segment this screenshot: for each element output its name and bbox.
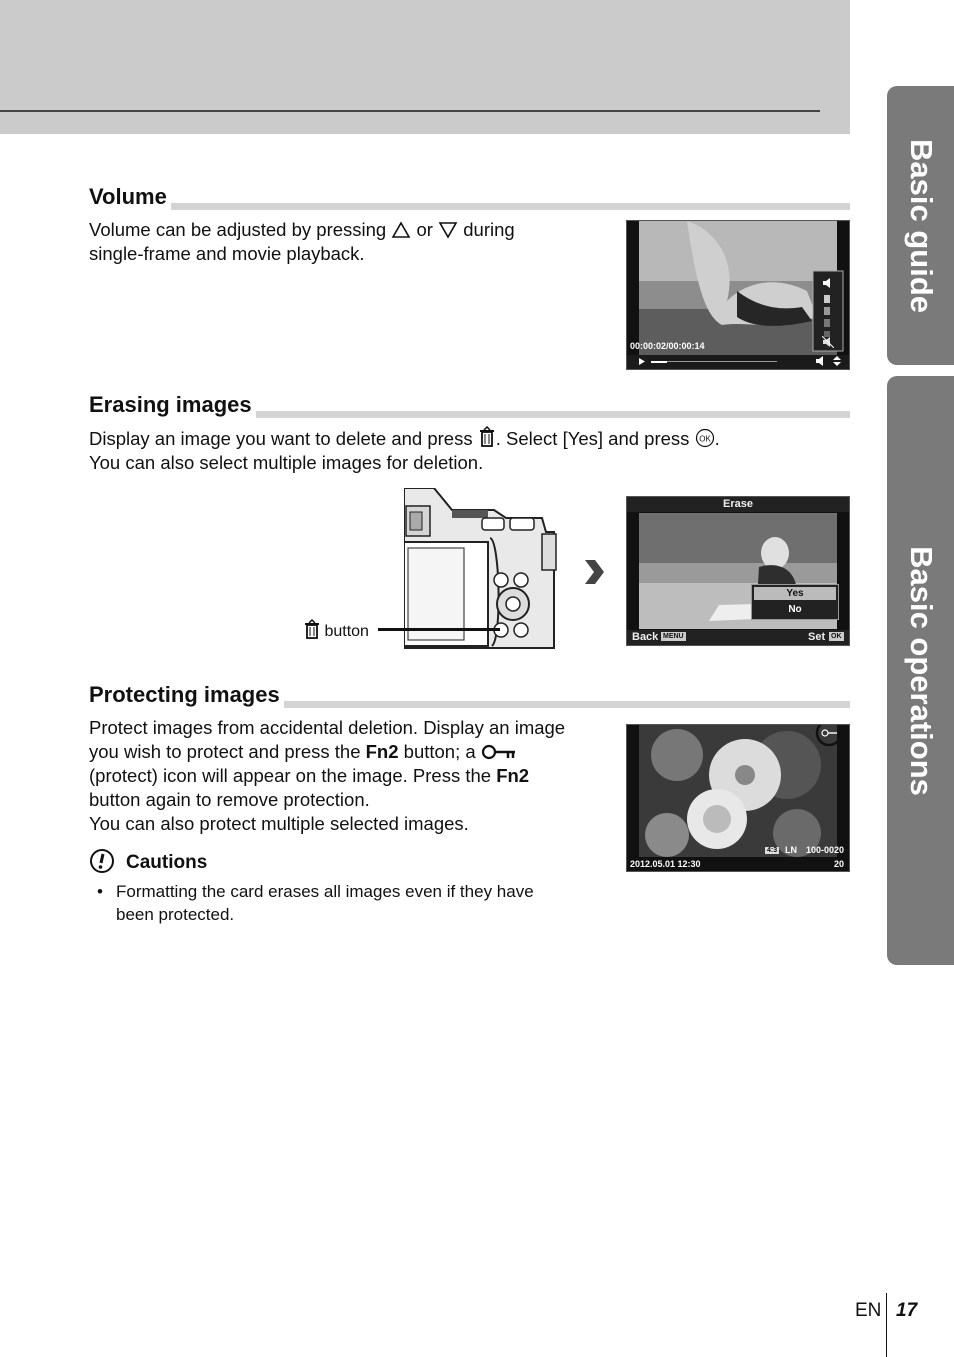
aspect-ratio-badge: 4:3 [767,847,778,854]
callout-line [378,628,500,631]
text-run: Display an image you want to delete and press [89,428,473,449]
volume-playback-screen [626,220,850,370]
text-run: (protect) icon will appear on the image. Press the [89,765,492,786]
text-run: you wish to protect and press the [89,741,361,762]
side-tab-basic-guide[interactable] [887,86,954,365]
volume-control-icon [815,354,845,368]
caution-item [116,880,596,926]
language-code: EN [855,1300,882,1321]
caution-icon [89,848,115,874]
recording-datetime: 2012.05.01 12:30 [630,859,701,869]
protect-indicator-icon [815,724,843,747]
cautions-heading: Cautions [126,852,208,873]
protect-playback-screen [626,724,850,872]
side-tab-basic-operations[interactable] [887,376,954,965]
erase-title: Erase [627,497,849,512]
back-label: Back [632,631,659,643]
fn2-label: Fn2 [365,741,399,762]
volume-text [89,218,589,266]
side-tab-label: Basic operations [903,545,939,796]
right-arrow-icon [583,558,605,586]
text-run: Formatting the card erases all images even if they have [116,882,534,901]
section-rule [89,203,850,210]
text-run: single-frame and movie playback. [89,243,365,264]
footer-divider [886,1293,887,1357]
option-yes[interactable]: Yes [754,587,836,600]
camera-back-illustration [404,488,560,651]
text-run: . Select [Yes] and press [495,428,690,449]
fn2-label: Fn2 [496,765,530,786]
trash-button-callout [304,619,369,641]
section-heading-volume: Volume [89,184,171,210]
button-callout-label: button [324,623,369,640]
file-number: 100-0020 [806,845,845,855]
yes-no-dialog [751,584,839,620]
erasing-text [89,426,829,475]
text-run: You can also protect multiple selected images. [89,813,469,834]
option-no[interactable]: No [788,604,802,615]
text-run: . [714,428,720,449]
mute-icon [822,335,834,347]
playback-time: 00:00:02/00:00:14 [630,341,705,351]
protecting-text [89,716,609,836]
up-arrow-icon [391,221,411,239]
image-quality: LN [785,845,797,855]
trash-icon [304,619,320,639]
erase-menu-screen [626,496,850,646]
text-run: You can also select multiple images for deletion. [89,452,484,473]
ok-badge: OK [831,633,842,640]
side-tab-label: Basic guide [903,138,939,313]
down-arrow-icon [438,221,458,239]
text-run: been protected. [116,905,235,924]
svg-text:OK: OK [698,434,711,444]
text-run: Protect images from accidental deletion. Display an image [89,717,566,738]
text-run: button; a [403,741,476,762]
volume-up-icon [822,276,834,288]
text-run: during [463,219,515,240]
erase-footer-bar [627,630,849,645]
protect-key-icon [481,743,517,761]
set-label: Set [808,631,826,643]
menu-badge: MENU [663,633,684,640]
section-heading-protecting: Protecting images [89,682,284,708]
trash-icon [478,426,496,448]
section-heading-erasing: Erasing images [89,392,256,418]
frame-number: 20 [834,859,845,869]
text-run: button again to remove protection. [89,789,370,810]
text-run: or [416,219,433,240]
caution-bullet: • [97,882,103,901]
header-rule [0,110,820,112]
header-band [0,0,850,134]
page-number: 17 [896,1300,918,1321]
ok-button-icon [695,428,715,448]
text-run: Volume can be adjusted by pressing [89,219,387,240]
